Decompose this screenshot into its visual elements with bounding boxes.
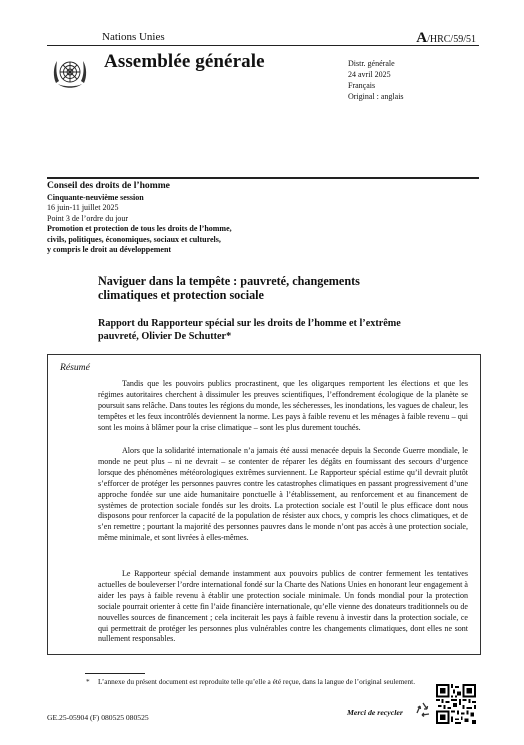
distribution-line: Français xyxy=(348,81,376,90)
header-rule-top xyxy=(47,45,479,46)
council-block xyxy=(47,181,307,256)
summary-paragraph-text: Le Rapporteur spécial demande instamment aux pouvoirs publics de contrer fermement les tentatives actuelles de bouleverser l’ordre international fondé sur la Charte des Nations Unies en honorant leur engagement à aider les pays à faible revenu à établir une protection sociale minimale. Un fonds mondial pour la protection sociale pourrait orienter à cette fin l’aide financière internationale, qu’elle vienne des donateurs traditionnels ou de nouvelles sources de financement ; cela inciterait les pays à faible revenu à investir dans la protection sociale, ce qui permettrait de protéger les personnes plus vulnérables contre les changements climatiques, dont elles ne sont nullement responsables. xyxy=(98,569,468,644)
summary-paragraph xyxy=(98,569,468,645)
summary-paragraph-text: Tandis que les pouvoirs publics procrastinent, que les oligarques remportent les élections et que les régimes autoritaires cherchent à dissimuler les preuves scientifiques, l’effondrement écologique de la planète se poursuit sans relâche. Dans toutes les régions du monde, les sécheresses, les inondations, les vagues de chaleur, les tempêtes et les feux incontrôlés deviennent la norme. Les pays à faible revenu et les ménages à faible revenu – qui sont les moins à blâmer pour la crise climatique – sont les plus durement touchés. xyxy=(98,379,468,432)
qr-code-icon xyxy=(436,684,476,724)
agenda-line: y compris le droit au développement xyxy=(47,245,172,254)
footnote-marker: * xyxy=(86,677,90,686)
distribution-line: Original : anglais xyxy=(348,92,404,101)
un-emblem-icon xyxy=(50,53,90,93)
document-number: GE.25-05904 (F) 080525 080525 xyxy=(47,713,149,722)
symbol-prefix: A xyxy=(416,30,428,46)
report-subtitle: Rapport du Rapporteur spécial sur les droits de l’homme et l’extrême pauvreté, Olivier De Schutter* xyxy=(98,318,401,342)
session-dates: 16 juin-11 juillet 2025 xyxy=(47,203,119,212)
agenda-line: civils, politiques, économiques, sociaux et culturels, xyxy=(47,234,221,244)
council-name: Conseil des droits de l’homme xyxy=(47,180,170,191)
summary-paragraph xyxy=(98,446,468,544)
symbol-suffix: /HRC/59/51 xyxy=(427,34,476,45)
organization-name: Nations Unies xyxy=(102,31,165,43)
distribution-block xyxy=(348,58,404,102)
distribution-line: Distr. générale xyxy=(348,59,395,68)
footnote-rule xyxy=(85,673,145,674)
footnote-text: L’annexe du présent document est reproduite telle qu’elle a été reçue, dans la langue de l’original seulement. xyxy=(98,677,416,686)
summary-paragraph-text: Alors que la solidarité internationale n’a jamais été aussi menacée depuis la Seconde Guerre mondiale, le monde ne peut plus – ni ne devrait – se contenter de réparer les dégâts en fournissant des secours d’urgence lorsque des phénomènes météorologiques extrêmes surviennent. Le Rapporteur spécial estime qu’il devrait plutôt s’efforcer de protéger les personnes pauvres contre les catastrophes climatiques en passant progressivement d’une approche fondée sur une aide humanitaire ponctuelle à l’établissement, au renforcement et au financement de systèmes de protection sociale fondés sur les droits. La protection sociale est l’outil le plus efficace dont nous disposons pour renforcer la capacité de la population de résister aux chocs, y compris les chocs climatiques, et de s’en remettre ; pourtant la majorité des personnes pauvres dans le monde n’ont pas accès à une protection sociale, même minimale, et sont livrées à elles-mêmes. xyxy=(98,446,468,543)
distribution-line: 24 avril 2025 xyxy=(348,70,391,79)
summary-heading: Résumé xyxy=(60,362,90,373)
header-rule-bottom xyxy=(47,177,479,179)
agenda-item: Point 3 de l’ordre du jour xyxy=(47,213,129,223)
recycle-text: Merci de recycler xyxy=(347,708,403,717)
session: Cinquante-neuvième session xyxy=(47,192,144,202)
footnote xyxy=(86,677,426,687)
summary-paragraph xyxy=(98,379,468,434)
agenda-line: Promotion et protection de tous les droits de l’homme, xyxy=(47,224,232,233)
page-title: Assemblée générale xyxy=(104,51,265,72)
recycle-icon xyxy=(413,700,433,720)
document-title: Naviguer dans la tempête : pauvreté, changements climatiques et protection sociale xyxy=(98,274,360,302)
